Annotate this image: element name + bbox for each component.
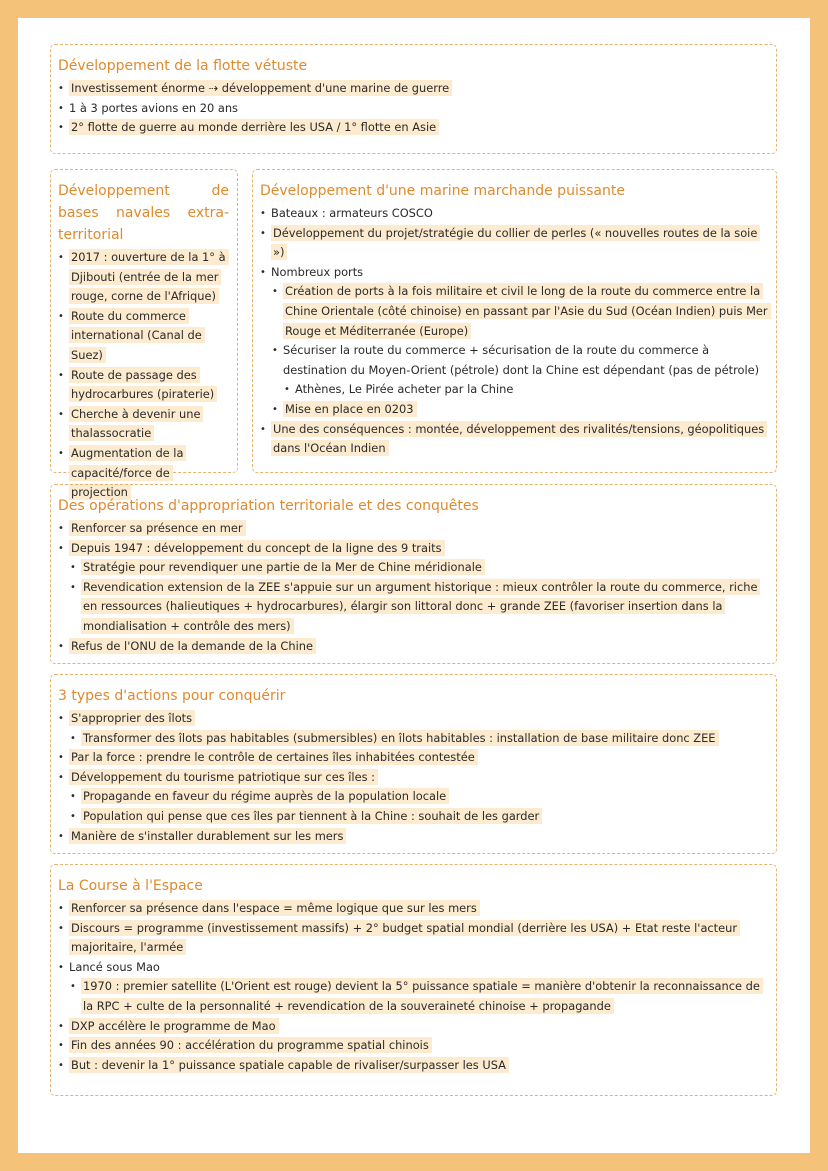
bullet-list [57, 248, 229, 503]
bullet-list [57, 79, 768, 138]
list-item: • Population qui pense que ces îles par tiennent à la Chine : souhait de les garder [69, 807, 768, 827]
section-title: 3 types d'actions pour conquérir [58, 688, 286, 704]
list-item: • Refus de l'ONU de la demande de la Chine [57, 637, 768, 657]
list-item: • S'approprier des îlots [57, 709, 768, 729]
list-item: • But : devenir la 1° puissance spatiale capable de rivaliser/surpasser les USA [57, 1056, 768, 1076]
list-item: • Bateaux : armateurs COSCO [259, 204, 768, 224]
list-item: • Développement du projet/stratégie du collier de perles (« nouvelles routes de la soie ») [259, 224, 768, 263]
list-item: • Nombreux ports [259, 263, 768, 283]
bullet-list [57, 709, 768, 846]
section-bases [50, 169, 238, 500]
list-item: • Investissement énorme ⇢ développement d'une marine de guerre [57, 79, 768, 99]
section-title: Des opérations d'appropriation territoriale et des conquêtes [58, 498, 479, 514]
list-item: • Stratégie pour revendiquer une partie de la Mer de Chine méridionale [69, 558, 768, 578]
list-item: • Discours = programme (investissement massifs) + 2° budget spatial mondial (derrière les USA) + Etat reste l'acteur majoritaire, l'armée [57, 919, 768, 958]
section-title: Développement d'une marine marchande puissante [260, 183, 625, 199]
list-item: • Route de passage des hydrocarbures (piraterie) [57, 366, 229, 405]
list-item: • Fin des années 90 : accélération du programme spatial chinois [57, 1036, 768, 1056]
list-item: • Lancé sous Mao [57, 958, 768, 978]
list-item: • Augmentation de la capacité/force de projection [57, 444, 229, 503]
list-item: • Propagande en faveur du régime auprès de la population locale [69, 787, 768, 807]
list-item: • Route du commerce international (Canal de Suez) [57, 307, 229, 366]
section-title: La Course à l'Espace [58, 878, 203, 894]
list-item: • Une des conséquences : montée, développement des rivalités/tensions, géopolitiques dans l'Océan Indien [259, 420, 768, 459]
section-title: Développement de bases navales extra-territorial [58, 183, 229, 243]
section-actions [50, 674, 777, 854]
list-item: • Athènes, Le Pirée acheter par la Chine [283, 380, 768, 400]
list-item: • DXP accélère le programme de Mao [57, 1017, 768, 1037]
page [18, 18, 810, 1153]
list-item: • Transformer des îlots pas habitables (submersibles) en îlots habitables : installation de base militaire donc ZEE [69, 729, 768, 749]
list-item: • Mise en place en 0203 [271, 400, 768, 420]
list-item: • Développement du tourisme patriotique sur ces îles : [57, 768, 768, 788]
list-item: • Revendication extension de la ZEE s'appuie sur un argument historique : mieux contrôler la route du commerce, riche en ressources (halieutiques + hydrocarbures), élargir son littoral donc + grande ZEE (favoriser insertion dans la mondialisation + contrôle des mers) [69, 578, 768, 637]
list-item: • Sécuriser la route du commerce + sécurisation de la route du commerce à destination du Moyen-Orient (pétrole) dont la Chine est dépendant (pas de pétrole) [271, 341, 768, 380]
list-item: • 1 à 3 portes avions en 20 ans [57, 99, 768, 119]
list-item: • Par la force : prendre le contrôle de certaines îles inhabitées contestée [57, 748, 768, 768]
list-item: • Renforcer sa présence en mer [57, 519, 768, 539]
section-operations [50, 484, 777, 664]
list-item: • Manière de s'installer durablement sur les mers [57, 827, 768, 847]
list-item: • Création de ports à la fois militaire et civil le long de la route du commerce entre la Chine Orientale (côté chinoise) en passant par l'Asie du Sud (Océan Indien) puis Mer Rouge et Méditerranée (Europe) [271, 282, 768, 341]
list-item: • 2017 : ouverture de la 1° à Djibouti (entrée de la mer rouge, corne de l'Afrique) [57, 248, 229, 307]
section-espace [50, 864, 777, 1096]
list-item: • 1970 : premier satellite (L'Orient est rouge) devient la 5° puissance spatiale = manière d'obtenir la reconnaissance de la RPC + culte de la personnalité + revendication de la souveraineté chinoise + propagande [69, 977, 768, 1016]
bullet-list [259, 204, 768, 459]
list-item: • Depuis 1947 : développement du concept de la ligne des 9 traits [57, 539, 768, 559]
list-item: • Renforcer sa présence dans l'espace = même logique que sur les mers [57, 899, 768, 919]
bullet-list [57, 519, 768, 656]
bullet-list [57, 899, 768, 1075]
section-marine [252, 169, 777, 473]
list-item: • Cherche à devenir une thalassocratie [57, 405, 229, 444]
section-flotte [50, 44, 777, 154]
list-item: • 2° flotte de guerre au monde derrière les USA / 1° flotte en Asie [57, 118, 768, 138]
section-title: Développement de la flotte vétuste [58, 58, 308, 74]
